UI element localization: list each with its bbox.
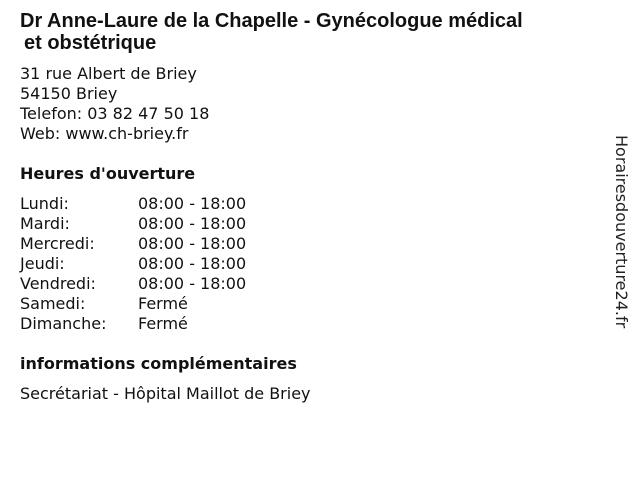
day-label: Dimanche: [20, 314, 107, 333]
day-hours: Fermé [138, 314, 188, 333]
day-label: Jeudi: [20, 254, 65, 273]
hours-row-wednesday [20, 234, 610, 254]
additional-info-heading: informations complémentaires [20, 354, 297, 373]
day-hours: 08:00 - 18:00 [138, 214, 247, 233]
additional-info-text: Secrétariat - Hôpital Maillot de Briey [20, 384, 311, 403]
day-hours: 08:00 - 18:00 [138, 254, 247, 273]
hours-row-monday [20, 194, 610, 214]
address-city: 54150 Briey [20, 84, 118, 103]
contact-block [20, 64, 610, 144]
address-street: 31 rue Albert de Briey [20, 64, 197, 83]
hours-row-thursday [20, 254, 610, 274]
hours-row-saturday [20, 294, 610, 314]
hours-row-sunday [20, 314, 610, 334]
day-hours: 08:00 - 18:00 [138, 194, 247, 213]
day-label: Lundi: [20, 194, 69, 213]
day-label: Vendredi: [20, 274, 96, 293]
hours-row-tuesday [20, 214, 610, 234]
day-hours: Fermé [138, 294, 188, 313]
business-title [20, 10, 610, 54]
opening-hours-table [20, 194, 610, 334]
day-label: Samedi: [20, 294, 86, 313]
day-label: Mercredi: [20, 234, 95, 253]
day-label: Mardi: [20, 214, 70, 233]
business-card [20, 10, 610, 404]
day-hours: 08:00 - 18:00 [138, 274, 247, 293]
opening-hours-heading: Heures d'ouverture [20, 164, 196, 183]
day-hours: 08:00 - 18:00 [138, 234, 247, 253]
website: Web: www.ch-briey.fr [20, 124, 189, 143]
phone-number: Telefon: 03 82 47 50 18 [20, 104, 210, 123]
business-title-line2: et obstétrique [24, 32, 157, 54]
hours-row-friday [20, 274, 610, 294]
site-watermark: Horairesdouverture24.fr [612, 135, 631, 329]
business-title-line1: Dr Anne-Laure de la Chapelle - Gynécologue médical [20, 10, 523, 32]
